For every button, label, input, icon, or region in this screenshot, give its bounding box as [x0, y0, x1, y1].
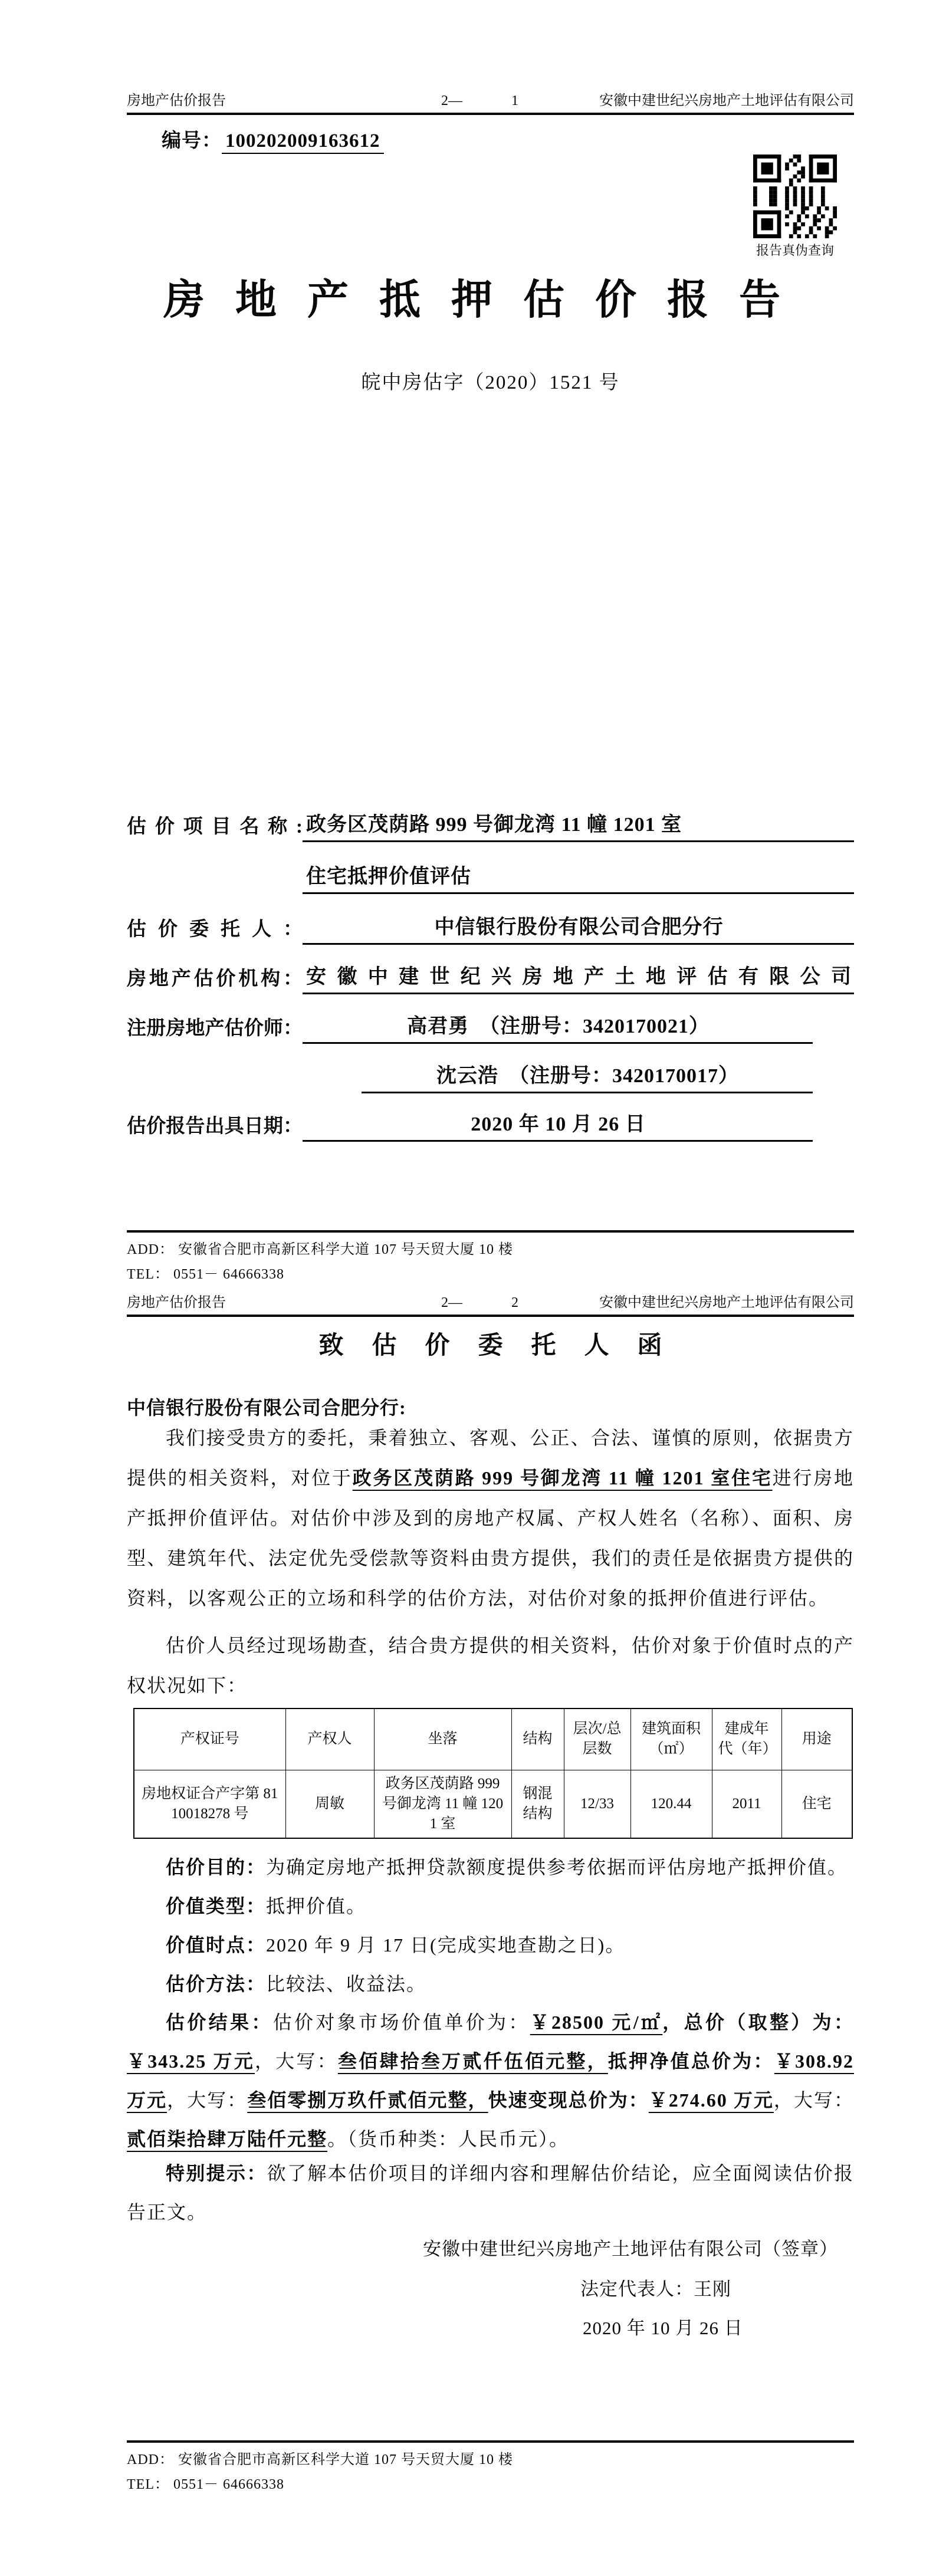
- paragraph-commission: [127, 1418, 854, 1618]
- paragraph-special-note: [127, 2154, 854, 2232]
- footer-address: ADD： 安徽省合肥市高新区科学大道 107 号天贸大厦 10 楼: [127, 1242, 513, 1257]
- info-label: 注册房地产估价师：: [127, 1018, 303, 1039]
- info-value: 住宅抵押价值评估: [303, 860, 854, 894]
- info-label: 房地产估价机构：: [127, 968, 303, 990]
- text-segment: ￥274.60 万元: [648, 2089, 774, 2111]
- text-segment: 我们接受贵方的委托，秉着独立、客观、公正、合法、谨慎的原则，依据贵方提供的相关资料，对位于: [127, 1427, 854, 1489]
- cell-year-built: 2011: [712, 1770, 781, 1838]
- col-header-year-built: 建成年代（年）: [712, 1708, 781, 1770]
- info-value: 沈云浩 （注册号：3420170017）: [362, 1059, 813, 1093]
- running-header-page-number: 2: [511, 1295, 518, 1310]
- text-segment: 2020 年 9 月 17 日(完成实地查勘之日)。: [266, 1934, 626, 1956]
- signature-date: 2020 年 10 月 26 日: [583, 2318, 743, 2338]
- text-segment: ￥343.25 万元: [127, 2051, 255, 2072]
- text-segment: 政务区茂荫路 999 号御龙湾 11 幢 1201 室住宅: [352, 1467, 773, 1489]
- running-header-doc-type: 房地产估价报告: [127, 93, 226, 109]
- info-row-issue-date: [127, 1109, 854, 1142]
- info-row-agency: [127, 961, 854, 994]
- col-header-use: 用途: [781, 1708, 852, 1770]
- text-segment: 快速变现总价为：: [488, 2089, 649, 2111]
- text-segment: 贰佰柒拾肆万陆仟元整: [127, 2128, 328, 2150]
- text-segment: ￥308.92 万元: [127, 2051, 854, 2111]
- cell-area: 120.44: [630, 1770, 712, 1838]
- info-value: 中信银行股份有限公司合肥分行: [303, 911, 854, 945]
- running-header-company: 安徽中建世纪兴房地产土地评估有限公司: [599, 93, 854, 109]
- paragraph-result: [127, 2003, 854, 2158]
- cell-owner: 周敏: [285, 1770, 374, 1838]
- running-header-company: 安徽中建世纪兴房地产土地评估有限公司: [599, 1295, 854, 1310]
- text-segment: 抵押净值总价为：: [607, 2051, 774, 2072]
- paragraph-purpose: [127, 1847, 854, 1887]
- text-segment: ，大写：: [254, 2051, 338, 2072]
- text-segment: 叁佰零捌万玖仟贰佰元整，: [247, 2089, 488, 2111]
- property-rights-table: [133, 1708, 853, 1839]
- running-header-pages-total: 2—: [441, 93, 462, 109]
- text-segment: 估价结果：: [166, 2012, 273, 2033]
- report-number-value: 100202009163612: [222, 130, 384, 154]
- text-segment: ，大写：: [773, 2089, 854, 2111]
- signature-company: 安徽中建世纪兴房地产土地评估有限公司（签章）: [423, 2239, 838, 2259]
- paragraph-value-date: [127, 1925, 854, 1965]
- info-row-appraiser-2: [127, 1060, 854, 1093]
- info-value: 高君勇 （注册号：3420170021）: [303, 1010, 813, 1044]
- paragraph-value-type: [127, 1886, 854, 1926]
- col-header-floor: 层次/总层数: [564, 1708, 630, 1770]
- cell-location: 政务区茂荫路 999 号御龙湾 11 幢 1201 室: [374, 1770, 511, 1838]
- info-row-client: [127, 912, 854, 945]
- signature-legal-representative: 法定代表人：王刚: [580, 2279, 731, 2299]
- text-segment: 特别提示：: [166, 2163, 267, 2184]
- text-segment: 叁佰肆拾叁万贰仟伍佰元整，: [337, 2051, 608, 2072]
- table-header-row: [134, 1708, 852, 1770]
- letter-salutation: 中信银行股份有限公司合肥分行:: [127, 1397, 406, 1418]
- cell-structure: 钢混结构: [511, 1770, 564, 1838]
- info-row-project-name-line2: [127, 861, 854, 894]
- text-segment: ，大写：: [167, 2089, 248, 2111]
- col-header-structure: 结构: [511, 1708, 564, 1770]
- running-header-page-number: 1: [511, 93, 518, 109]
- cell-use: 住宅: [781, 1770, 852, 1838]
- header-rule: [127, 1315, 854, 1317]
- text-segment: ￥28500 元/㎡: [530, 2012, 663, 2033]
- info-value: 政务区茂荫路 999 号御龙湾 11 幢 1201 室: [303, 808, 854, 842]
- info-row-appraiser-1: [127, 1011, 854, 1044]
- footer-telephone: TEL： 0551－ 64666338: [127, 2477, 284, 2492]
- letter-title: 致估价委托人函: [318, 1332, 691, 1359]
- footer-rule: [127, 2440, 854, 2443]
- text-segment: 抵押价值。: [266, 1895, 367, 1917]
- qr-code: [753, 155, 837, 238]
- footer-rule: [127, 1230, 854, 1233]
- report-title: 房地产抵押估价报告: [163, 278, 811, 323]
- cell-floor: 12/33: [564, 1770, 630, 1838]
- col-header-location: 坐落: [374, 1708, 511, 1770]
- text-segment: 价值类型：: [166, 1895, 267, 1917]
- info-label: 估价报告出具日期：: [127, 1116, 303, 1137]
- info-value: 2020 年 10 月 26 日: [303, 1108, 813, 1142]
- text-segment: 价值时点：: [166, 1934, 267, 1956]
- paragraph-survey: [127, 1625, 854, 1706]
- cell-certificate-no: 房地权证合产字第 8110018278 号: [134, 1770, 285, 1838]
- text-segment: 。（货币种类：人民币元）。: [327, 2128, 570, 2150]
- text-segment: 估价方法：: [166, 1973, 267, 1995]
- text-segment: 欲了解本估价项目的详细内容和理解估价结论，应全面阅读估价报告正文。: [127, 2163, 854, 2223]
- info-label: 估价委托人：: [127, 919, 303, 940]
- col-header-certificate-no: 产权证号: [134, 1708, 285, 1770]
- table-row: [134, 1770, 852, 1838]
- header-rule: [127, 113, 854, 115]
- info-label: 估价项目名称:: [127, 816, 303, 837]
- footer-address: ADD： 安徽省合肥市高新区科学大道 107 号天贸大厦 10 楼: [127, 2452, 513, 2467]
- info-value: 安徽中建世纪兴房地产土地评估有限公司: [303, 960, 854, 994]
- paragraph-method: [127, 1964, 854, 2004]
- text-segment: 进行房地产抵押价值评估。对估价中涉及到的房地产权属、产权人姓名（名称）、面积、房型、建筑年代、法定优先受偿款等资料由贵方提供，我们的责任是依据贵方提供的资料，以客观公正的立场和科学的估价方法，对估价对象的抵押价值进行评估。: [127, 1467, 854, 1609]
- info-row-project-name: [127, 809, 854, 842]
- footer-telephone: TEL： 0551－ 64666338: [127, 1267, 284, 1282]
- text-segment: 比较法、收益法。: [266, 1973, 427, 1995]
- running-header-doc-type: 房地产估价报告: [127, 1295, 226, 1310]
- text-segment: 估价对象市场价值单价为：: [272, 2012, 530, 2033]
- text-segment: 为确定房地产抵押贷款额度提供参考依据而评估房地产抵押价值。: [266, 1857, 848, 1878]
- qr-caption: 报告真伪查询: [756, 243, 834, 258]
- report-doc-number: 皖中房估字（2020）1521 号: [361, 372, 620, 393]
- col-header-owner: 产权人: [285, 1708, 374, 1770]
- paragraph-survey-text: 估价人员经过现场勘查，结合贵方提供的相关资料，估价对象于价值时点的产权状况如下：: [127, 1635, 854, 1696]
- text-segment: ，总价（取整）为：: [662, 2012, 854, 2033]
- running-header-pages-total: 2—: [441, 1295, 462, 1310]
- report-number-label: 编号：: [162, 130, 222, 152]
- report-number-line: [162, 125, 384, 153]
- text-segment: 估价目的：: [166, 1857, 267, 1878]
- col-header-area: 建筑面积（㎡）: [630, 1708, 712, 1770]
